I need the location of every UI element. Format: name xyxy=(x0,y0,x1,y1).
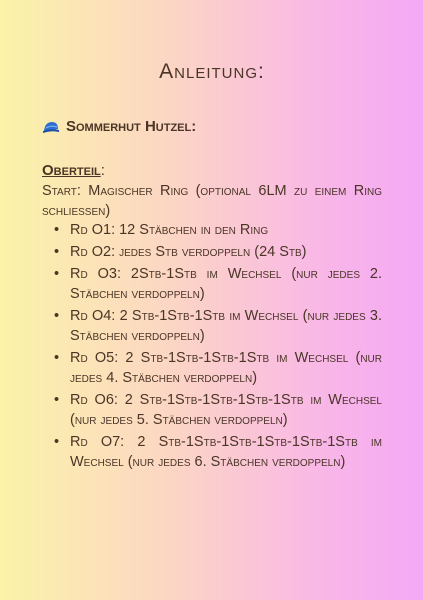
round-item: • Rd O3: 2Stb-1Stb im Wechsel (nur jedes 2. Stäbchen verdoppeln) xyxy=(70,264,382,304)
round-item: • Rd O2: jedes Stb verdoppeln (24 Stb) xyxy=(70,242,382,262)
part-heading-colon: : xyxy=(100,162,105,179)
round-item: • Rd O7: 2 Stb-1Stb-1Stb-1Stb-1Stb-1Stb im Wechsel (nur jedes 6. Stäbchen verdoppeln) xyxy=(70,432,382,472)
hat-icon xyxy=(42,120,60,134)
instruction-page xyxy=(42,0,382,600)
section-heading xyxy=(42,118,382,135)
round-item: • Rd O4: 2 Stb-1Stb-1Stb im Wechsel (nur jedes 3. Stäbchen verdoppeln) xyxy=(70,306,382,346)
round-item: • Rd O6: 2 Stb-1Stb-1Stb-1Stb-1Stb im Wechsel (nur jedes 5. Stäbchen verdoppeln) xyxy=(70,390,382,430)
round-item: • Rd O1: 12 Stäbchen in den Ring xyxy=(70,220,382,240)
section-label: Sommerhut Hutzel: xyxy=(66,118,197,135)
page-title: Anleitung: xyxy=(159,60,265,83)
round-item: • Rd O5: 2 Stb-1Stb-1Stb-1Stb im Wechsel (nur jedes 4. Stäbchen verdoppeln) xyxy=(70,348,382,388)
start-instruction: Start: Magischer Ring (optional 6LM zu einem Ring schließen) xyxy=(42,183,382,219)
part-heading-text: Oberteil xyxy=(42,162,101,179)
part-heading xyxy=(42,162,105,179)
round-list xyxy=(42,220,382,474)
